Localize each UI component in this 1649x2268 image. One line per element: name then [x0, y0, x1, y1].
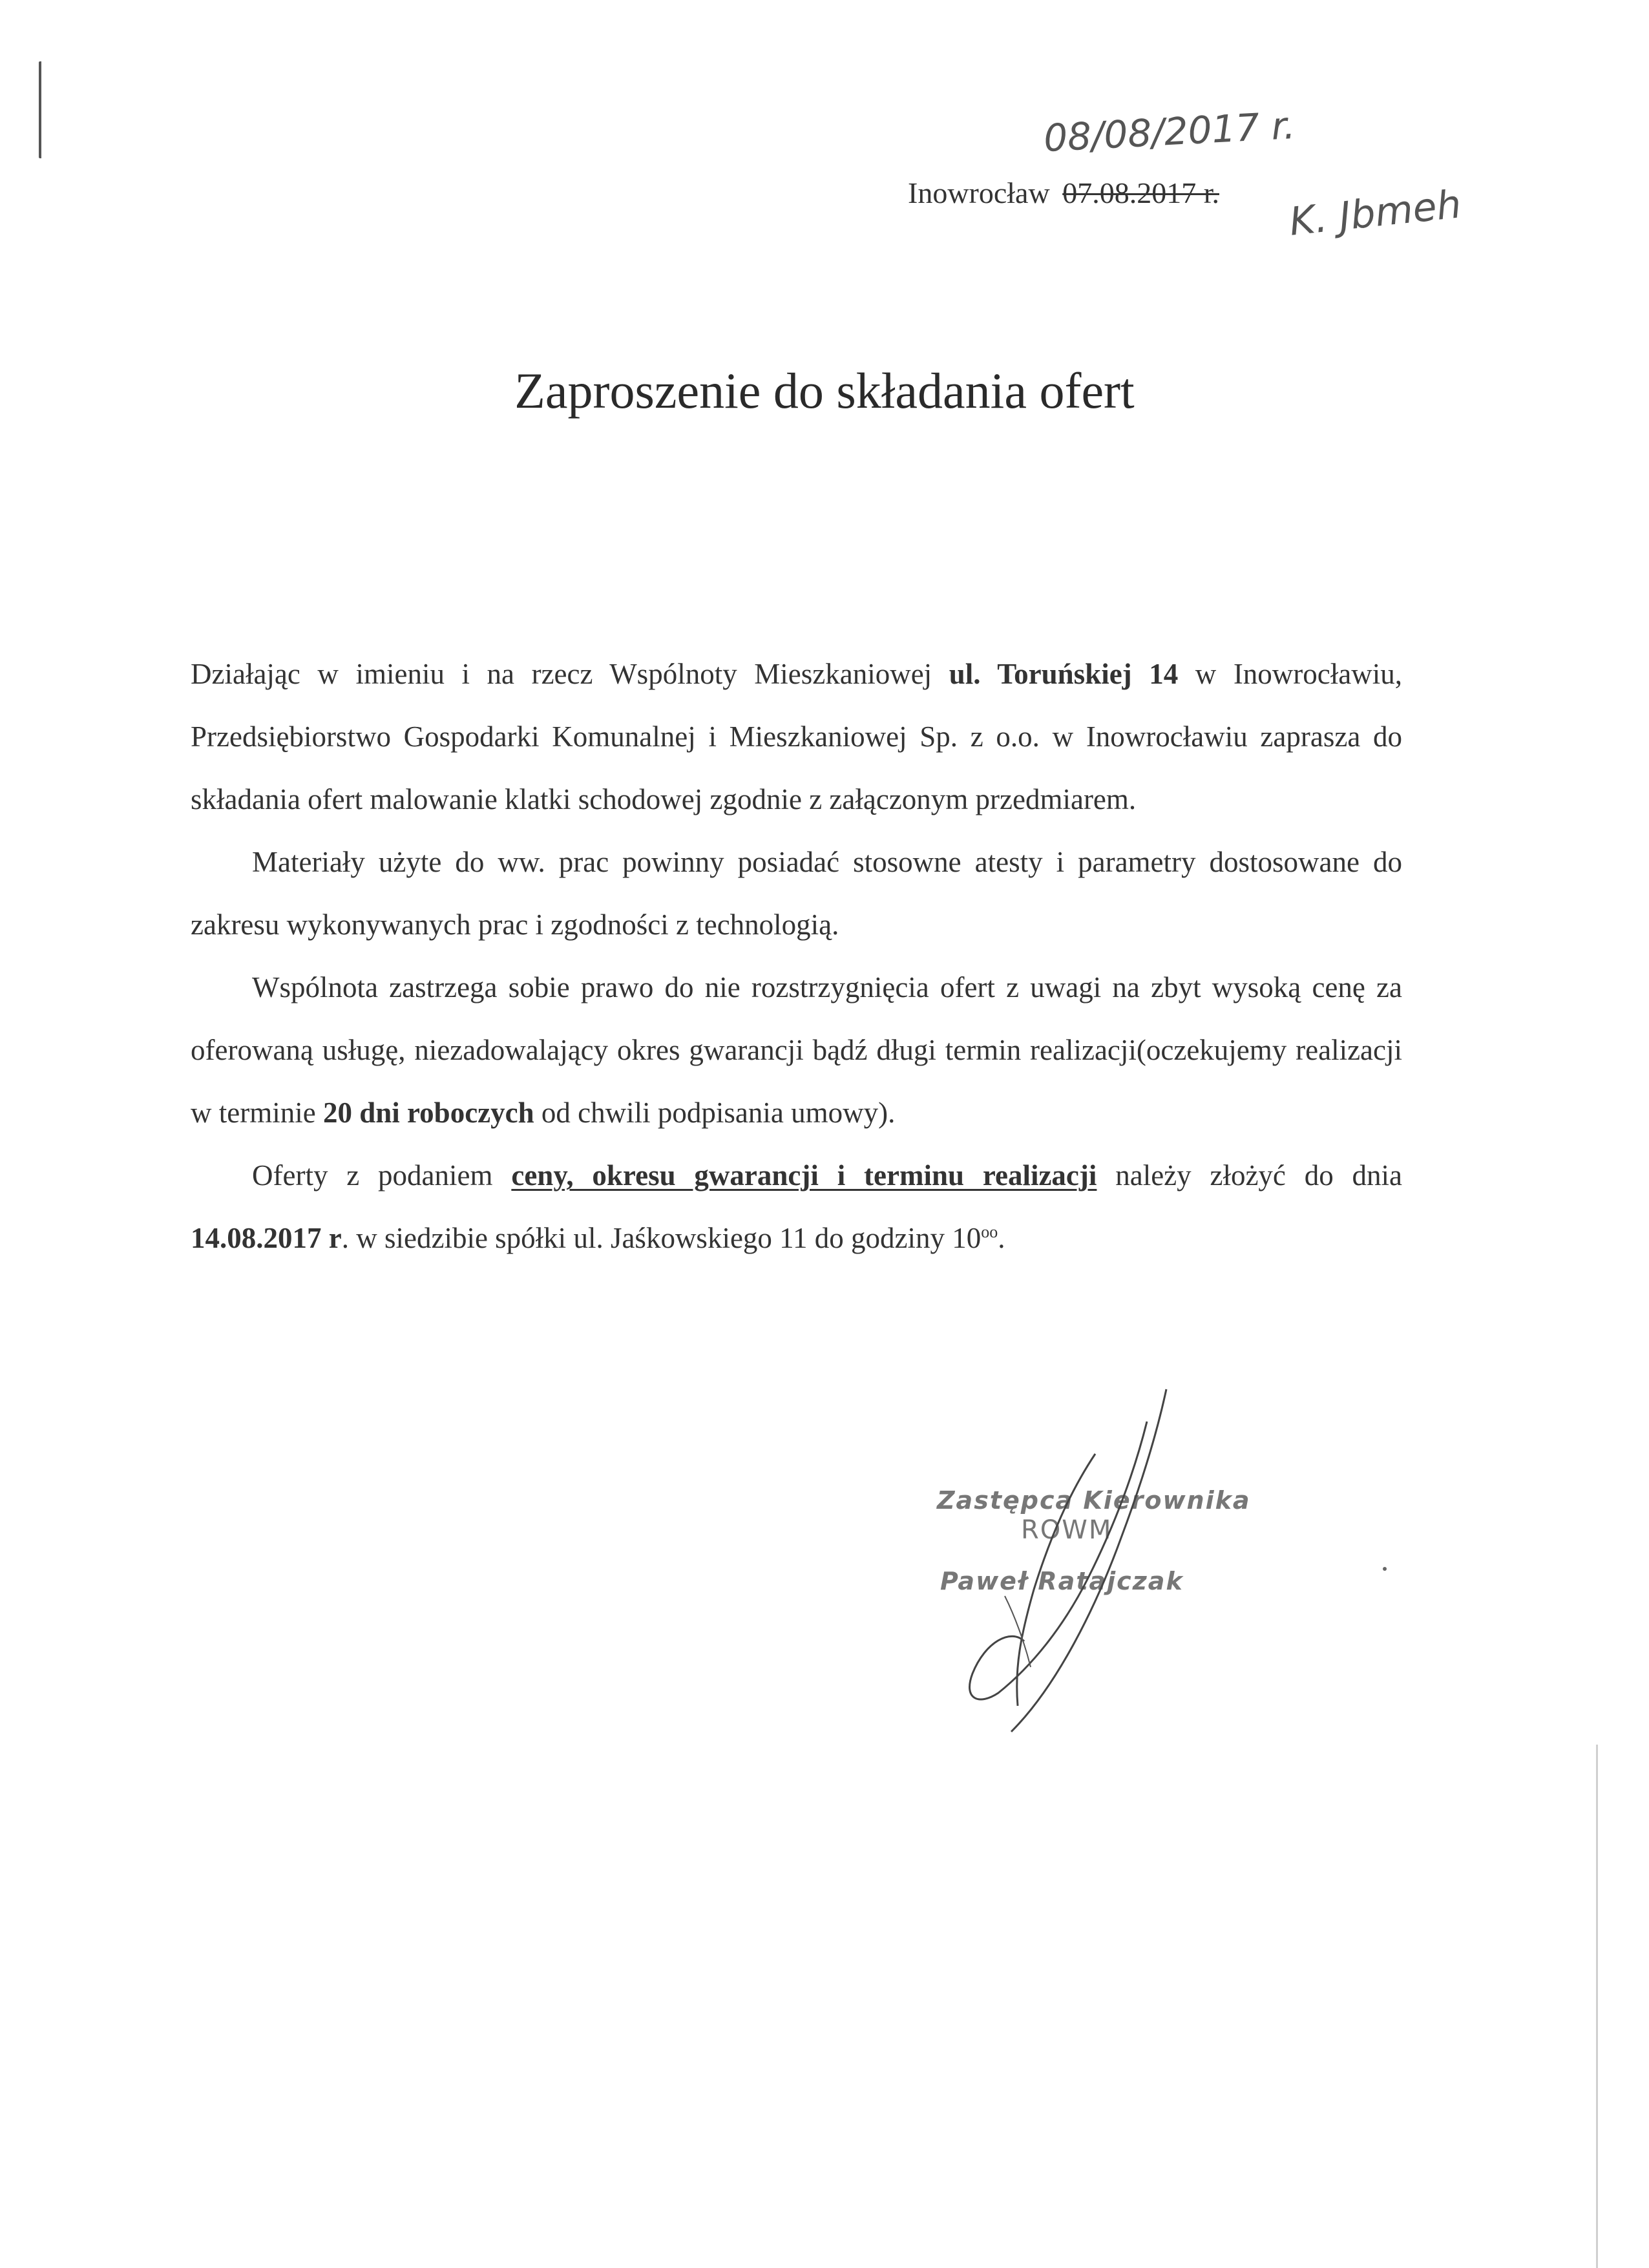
p4-text-a: Oferty z podaniem [252, 1159, 512, 1192]
p4-text-e: . w siedzibie spółki ul. Jaśkowskiego 11 do godziny 10 [341, 1222, 982, 1254]
p3-text-a: Wspólnota zastrzega sobie prawo do nie rozstrzygnięcia ofert z uwagi na zbyt wysoką cenę za oferowaną usługę, niezadowalający okres gwarancji bądź długi termin realizacji(oczekujemy realizacji w terminie [191, 971, 1402, 1129]
p3-deadline: 20 dni roboczych [322, 1097, 534, 1129]
place-and-date [908, 176, 1219, 210]
p4-end: . [998, 1222, 1005, 1254]
paragraph-3 [191, 956, 1402, 1144]
stamp-name: Paweł Ratajczak [940, 1567, 1184, 1595]
paragraph-4 [191, 1144, 1402, 1270]
p1-text-c: w Inowrocławiu, Przedsiębiorstwo Gospodarki Komunalnej i Mieszkaniowej Sp. z o.o. w Inowrocławiu zaprasza do składania ofert malowanie klatki schodowej zgodnie z załączonym przedmiarem. [191, 658, 1402, 815]
scan-dot [1383, 1567, 1387, 1571]
signature-scribble [901, 1383, 1289, 1745]
document-body [191, 643, 1402, 1270]
p4-superscript: oo [981, 1223, 998, 1241]
p4-requirements: ceny, okresu gwarancji i terminu realizacji [511, 1159, 1097, 1192]
handwritten-initials: K. Jbmeh [1287, 182, 1464, 245]
p3-text-c: od chwili podpisania umowy). [534, 1097, 896, 1129]
p1-address: ul. Toruńskiej 14 [949, 658, 1179, 690]
paragraph-1 [191, 643, 1402, 831]
handwritten-date: 08/08/2017 r. [1042, 103, 1297, 161]
scan-binder-mark [39, 61, 47, 158]
p4-text-c: należy złożyć do dnia [1097, 1159, 1403, 1192]
struck-date: 07.08.2017 r. [1062, 176, 1219, 209]
stamp-dept: ROWM [1021, 1515, 1113, 1545]
p4-date: 14.08.2017 r [191, 1222, 342, 1254]
paragraph-2: Materiały użyte do ww. prac powinny posiadać stosowne atesty i parametry dostosowane do zakresu wykonywanych prac i zgodności z technologią. [191, 846, 1402, 941]
p1-text-a: Działając w imieniu i na rzecz Wspólnoty Mieszkaniowej [191, 658, 949, 690]
scan-edge-line [1596, 1745, 1598, 2268]
stamp-title: Zastępca Kierownika [937, 1486, 1251, 1515]
place-name: Inowrocław [908, 176, 1050, 209]
document-title: Zaproszenie do składania ofert [514, 362, 1135, 419]
